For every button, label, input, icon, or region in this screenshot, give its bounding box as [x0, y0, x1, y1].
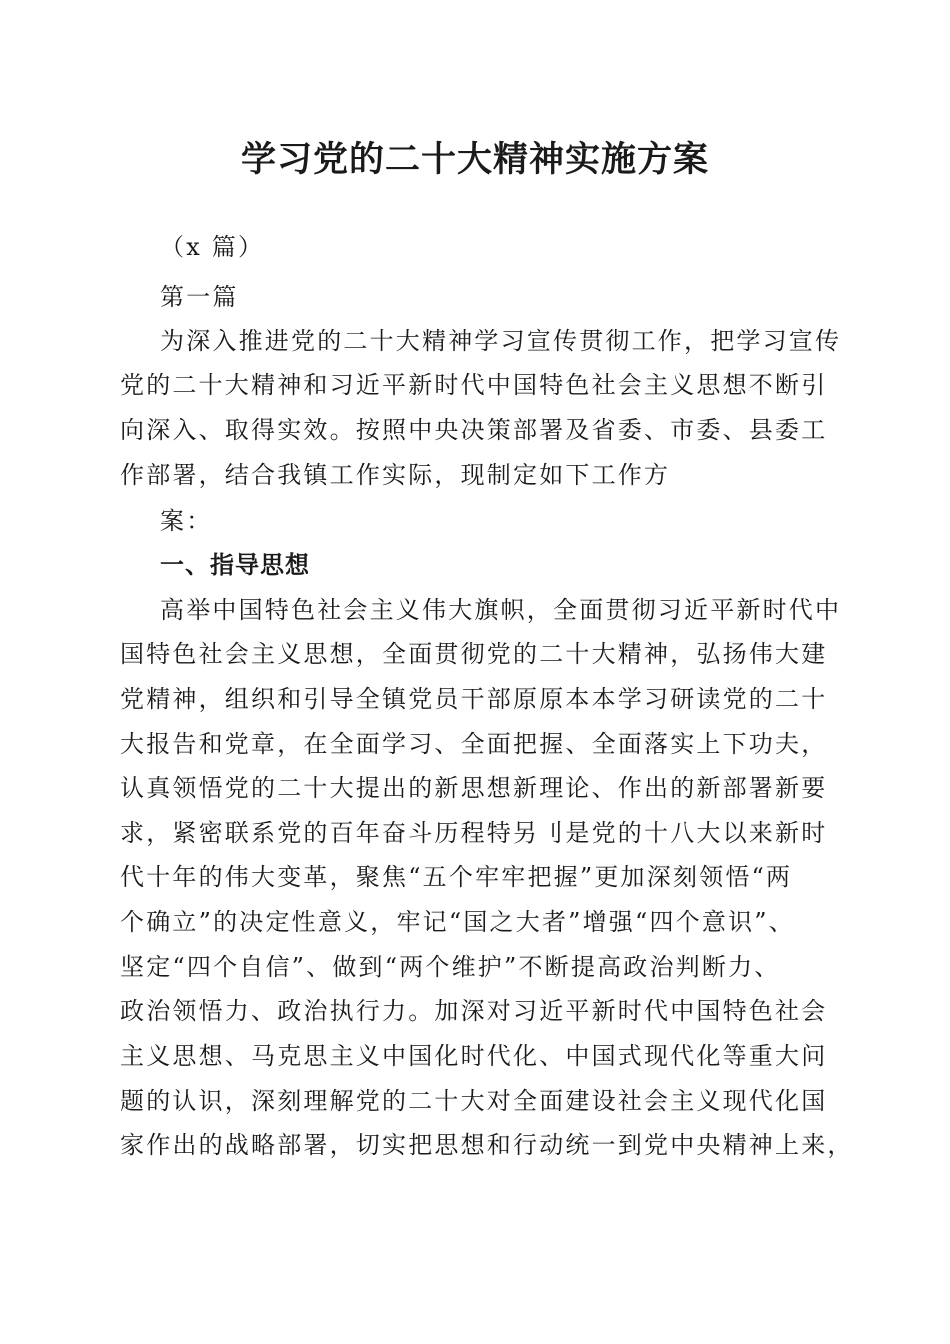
- body-line: 认真领悟党的二十大提出的新思想新理论、作出的新部署新要: [120, 774, 828, 802]
- body-line: 个确立”的决定性意义，牢记“国之大者”增强“四个意识”、: [120, 908, 795, 936]
- body-line: 国特色社会主义思想，全面贯彻党的二十大精神，弘扬伟大建: [120, 640, 828, 668]
- section-heading: 一、指导思想: [160, 551, 310, 579]
- body-line: 政治领悟力、政治执行力。加深对习近平新时代中国特色社会: [120, 997, 828, 1025]
- intro-line: 案：: [160, 507, 213, 535]
- body-line: 家作出的战略部署，切实把思想和行动统一到党中央精神上来，: [120, 1131, 854, 1159]
- body-line: 高举中国特色社会主义伟大旗帜，全面贯彻习近平新时代中: [160, 596, 842, 624]
- body-line: 题的认识，深刻理解党的二十大对全面建设社会主义现代化国: [120, 1087, 828, 1115]
- body-line: 主义思想、马克思主义中国化时代化、中国式现代化等重大问: [120, 1042, 828, 1070]
- intro-line: 向深入、取得实效。按照中央决策部署及省委、市委、县委工: [120, 416, 828, 444]
- intro-line: 作部署，结合我镇工作实际，现制定如下工作方: [120, 461, 671, 489]
- body-line: 党精神，组织和引导全镇党员干部原原本本学习研读党的二十: [120, 685, 828, 713]
- intro-line: 党的二十大精神和习近平新时代中国特色社会主义思想不断引: [120, 371, 828, 399]
- body-line: 大报告和党章，在全面学习、全面把握、全面落实上下功夫，: [120, 730, 828, 758]
- intro-line: 为深入推进党的二十大精神学习宣传贯彻工作，把学习宣传: [160, 327, 842, 355]
- body-line: 代十年的伟大变革，聚焦“五个牢牢把握”更加深刻领悟“两: [120, 863, 793, 891]
- document-subtitle: （x 篇）: [160, 233, 265, 261]
- body-line: 坚定“四个自信”、做到“两个维护”不断提高政治判断力、: [120, 953, 781, 981]
- body-line: 求，紧密联系党的百年奋斗历程特另刂是党的十八大以来新时: [120, 819, 828, 847]
- part-label: 第一篇: [160, 283, 239, 311]
- document-title: 学习党的二十大精神实施方案: [240, 139, 709, 180]
